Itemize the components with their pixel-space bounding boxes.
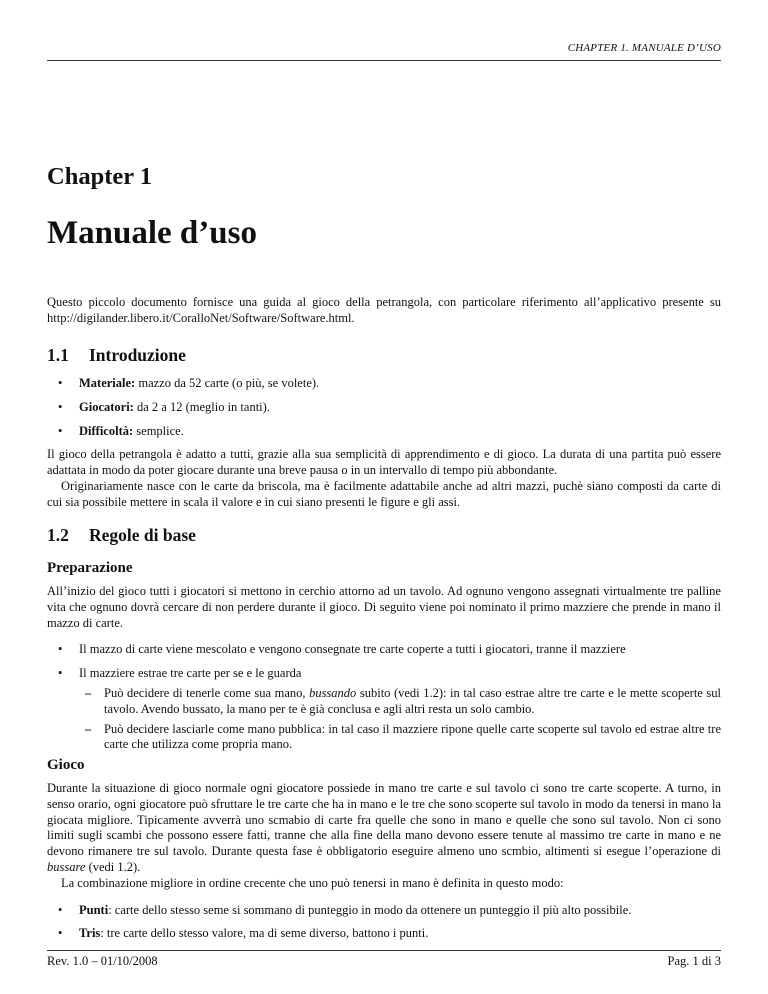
footer-rule xyxy=(47,950,721,951)
section-heading-regole xyxy=(47,525,196,546)
list-item xyxy=(47,376,721,392)
steps-list xyxy=(47,642,721,753)
bullet-icon: • xyxy=(58,376,63,390)
chapter-title: Manuale d’uso xyxy=(47,215,257,251)
subsection-heading-gioco: Gioco xyxy=(47,757,85,773)
subsection-heading-preparazione: Preparazione xyxy=(47,560,133,576)
paragraph: La combinazione migliore in ordine crecente che uno può tenersi in mano è definita in questo modo: xyxy=(61,875,564,890)
paragraph: Originariamente nasce con le carte da briscola, ma è facilmente adattabile anche ad altri mazzi, puchè siano composti da carte di cui sia possibile mettere in scala il valore e in cui siano presenti le figure e gli assi. xyxy=(47,478,721,509)
section-preparazione-body xyxy=(47,584,721,761)
item-text: da 2 a 12 (meglio in tanti). xyxy=(133,399,270,414)
bullet-icon: • xyxy=(58,399,63,414)
list-item xyxy=(47,666,721,753)
footer-page-number: Pag. 1 di 3 xyxy=(667,954,721,968)
section-gioco-body xyxy=(47,781,721,950)
header-rule xyxy=(47,60,721,61)
item-text: : tre carte dello stesso valore, ma di seme diverso, battono i punti. xyxy=(100,926,429,941)
paragraph xyxy=(47,781,721,876)
dash-icon: – xyxy=(85,721,92,736)
sub-list-item xyxy=(79,722,721,754)
item-label: Difficoltà: xyxy=(79,423,134,438)
item-text: Il mazzo di carte viene mescolato e vengono consegnate tre carte coperte a tutti i giocatori, tranne il mazziere xyxy=(79,642,626,657)
list-item xyxy=(47,903,721,919)
document-page xyxy=(47,0,721,994)
section-number: 1.2 xyxy=(47,525,69,545)
footer-revision: Rev. 1.0 – 01/10/2008 xyxy=(47,954,158,968)
paragraph-text: Durante la situazione di gioco normale ogni giocatore possiede in mano tre carte e sul tavolo ci sono tre carte scoperte. A turno, in senso orario, ogni giocatore può sfruttare le tre carte che ha in mano e le tre che sono scoperte sul tavolo in modo da tenersi in mano la giocata migliore. Tipicamente avverrà uno scmabio di carte fra quelle che sono in mano e quelle che sono sul tavolo. Non ci sono limiti sugli scambi che possono essere fatti, tranne che alla fine della mano devono essere tenute al massimo tre carte in mano e ne devono rimanere tre sul tavolo. Durante questa fase è obbligatorio eseguire almeno uno scmbio, altimenti si esegue l’operazione di xyxy=(47,781,721,859)
paragraph: Il gioco della petrangola è adatto a tutti, grazie alla sua semplicità di apprendimento e di gioco. La durata di una partita può essere adattata in modo da poter giocare durante una breve pausa o in un intervallo di tempo più abbondante. xyxy=(47,447,721,478)
sub-list-item xyxy=(79,686,721,718)
bullet-icon: • xyxy=(58,926,63,941)
list-item xyxy=(47,926,721,942)
item-text: : carte dello stesso seme si sommano di punteggio in modo da ottenere un punteggio il più alto possibile. xyxy=(108,902,632,917)
dash-icon: – xyxy=(85,685,92,700)
section-heading-introduzione xyxy=(47,345,186,366)
running-head: CHAPTER 1. MANUALE D’USO xyxy=(567,42,721,54)
item-text: subito (vedi 1.2): in tal caso estrae altre tre carte e le mette scoperte sul tavolo. Avendo bussato, la mano per te è già conclusa e agli altri resta un solo cambio. xyxy=(104,685,722,716)
bullet-icon: • xyxy=(58,423,63,438)
bullet-icon: • xyxy=(58,902,63,917)
item-text: semplice. xyxy=(133,423,184,438)
item-label: Materiale: xyxy=(79,376,136,390)
item-text: Il mazziere estrae tre carte per se e le guarda xyxy=(79,666,302,681)
bullet-icon: • xyxy=(58,666,63,681)
paragraph-text: (vedi 1.2). xyxy=(85,859,141,874)
emphasis: bussando xyxy=(309,685,357,700)
paragraph: All’inizio del gioco tutti i giocatori si mettono in cerchio attorno ad un tavolo. Ad ognuno vengono assegnati virtualmente tre palline vita che ognuno dovrà cercare di non perdere durante il gioco. Di seguito viene poi nominato il primo mazziere che prende in mano il mazzo di carte. xyxy=(47,584,721,630)
sub-list xyxy=(79,686,721,753)
intro-paragraph xyxy=(47,295,721,327)
item-label: Giocatori: xyxy=(79,399,134,414)
section-introduzione-body xyxy=(47,376,721,511)
list-item xyxy=(47,642,721,658)
list-item xyxy=(47,400,721,416)
chapter-label: Chapter 1 xyxy=(47,163,153,190)
section-number: 1.1 xyxy=(47,345,69,365)
section-title: Introduzione xyxy=(89,345,186,365)
bullet-icon: • xyxy=(58,642,63,657)
combo-list xyxy=(47,903,721,943)
section-title: Regole di base xyxy=(89,525,196,545)
info-list xyxy=(47,376,721,439)
item-text: Può decidere lasciarle come mano pubblica: in tal caso il mazziere ripone quelle carte scoperte sul tavolo ed estrae altre tre carte che utilizza come propria mano. xyxy=(104,721,721,752)
item-label: Punti xyxy=(79,902,109,917)
item-text: Può decidere di tenerle come sua mano, xyxy=(104,685,310,700)
intro-text: Questo piccolo documento fornisce una guida al gioco della petrangola, con particolare riferimento all’applicativo presente su http://digilander.libero.it/CoralloNet/Software/Software.html. xyxy=(47,295,721,325)
list-item xyxy=(47,424,721,440)
item-label: Tris xyxy=(79,926,101,941)
emphasis: bussare xyxy=(47,859,86,874)
item-text: mazzo da 52 carte (o più, se volete). xyxy=(135,376,320,390)
